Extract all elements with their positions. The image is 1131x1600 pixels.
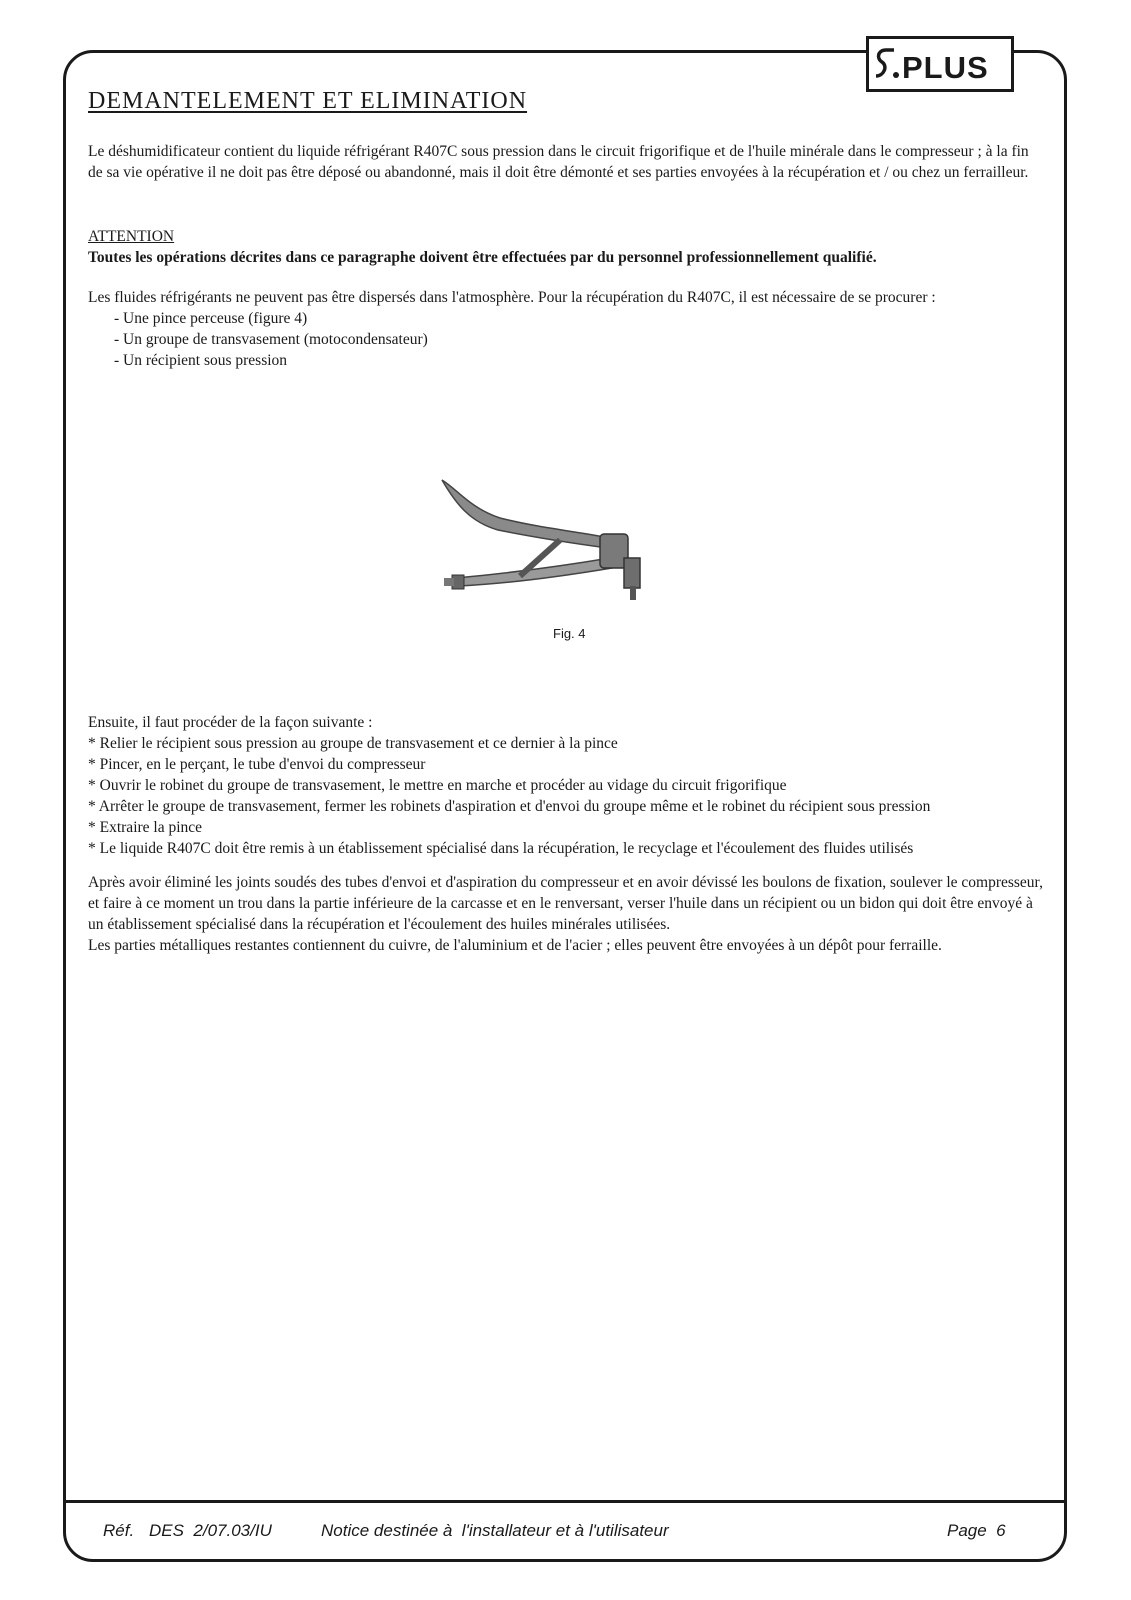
list-item: - Une pince perceuse (figure 4) [114,310,308,327]
footer-page-number: Page 6 [947,1521,1006,1540]
footer-divider [63,1500,1067,1503]
disposal-paragraph: Après avoir éliminé les joints soudés des tubes d'envoi et d'aspiration du compresseur et en avoir dévissé les boulons de fixation, soulever le compresseur, et faire à ce moment un trou dans la partie inférieure de la carcasse et en le renversant, verser l'huile dans un récipient ou un bidon qui doit être envoyé à un établissement spécialisé dans la récupération et l'écoulement des huiles minérales utilisées. [88,874,1043,933]
fluids-block [88,287,1046,371]
list-item: * Extraire la pince [88,819,203,836]
figure-caption: Fig. 4 [553,626,586,641]
footer-ref-label: Réf. [103,1521,135,1540]
list-item: - Un groupe de transvasement (motocondensateur) [114,331,428,348]
attention-body: Toutes les opérations décrites dans ce paragraphe doivent être effectuées par du personnel professionnellement qualifié. [88,249,877,266]
tools-list [88,308,1046,371]
list-item: * Le liquide R407C doit être remis à un établissement spécialisé dans la récupération, le recyclage et l'écoulement des fluides utilisés [88,840,914,857]
page-footer [63,1500,1067,1562]
list-item: * Arrêter le groupe de transvasement, fermer les robinets d'aspiration et d'envoi du groupe même et le robinet du récipient sous pression [88,798,931,815]
footer-notice: Notice destinée à l'installateur et à l'utilisateur [321,1521,669,1540]
attention-title: ATTENTION [88,228,175,245]
list-item: - Un récipient sous pression [114,352,288,369]
piercing-pliers-icon [440,478,660,608]
logo-mark-icon [872,42,1008,86]
brand-logo [866,36,1014,92]
steps-list [88,733,1046,859]
list-item: * Ouvrir le robinet du groupe de transvasement, le mettre en marche et procéder au vidage du circuit frigorifique [88,777,787,794]
steps-block [88,712,1046,859]
intro-paragraph: Le déshumidificateur contient du liquide réfrigérant R407C sous pression dans le circuit frigorifique et de l'huile minérale dans le compresseur ; à la fin de sa vie opérative il ne doit pas être déposé ou abandonné, mais il doit être démonté et ses parties envoyées à la récupération et / ou chez un ferrailleur. [88,143,1029,181]
attention-block [88,226,1046,268]
disposal-block [88,872,1046,956]
list-item: * Pincer, en le perçant, le tube d'envoi du compresseur [88,756,426,773]
steps-intro: Ensuite, il faut procéder de la façon suivante : [88,714,373,731]
metal-parts-paragraph: Les parties métalliques restantes contiennent du cuivre, de l'aluminium et de l'acier ; elles peuvent être envoyées à un dépôt pour ferraille. [88,937,942,954]
footer-doc-code: DES 2/07.03/IU [149,1521,272,1540]
logo-text: PLUS [902,50,989,85]
page-title: DEMANTELEMENT ET ELIMINATION [88,88,528,114]
list-item: * Relier le récipient sous pression au groupe de transvasement et ce dernier à la pince [88,735,618,752]
fluids-text: Les fluides réfrigérants ne peuvent pas être dispersés dans l'atmosphère. Pour la récupération du R407C, il est nécessaire de se procurer : [88,289,936,306]
